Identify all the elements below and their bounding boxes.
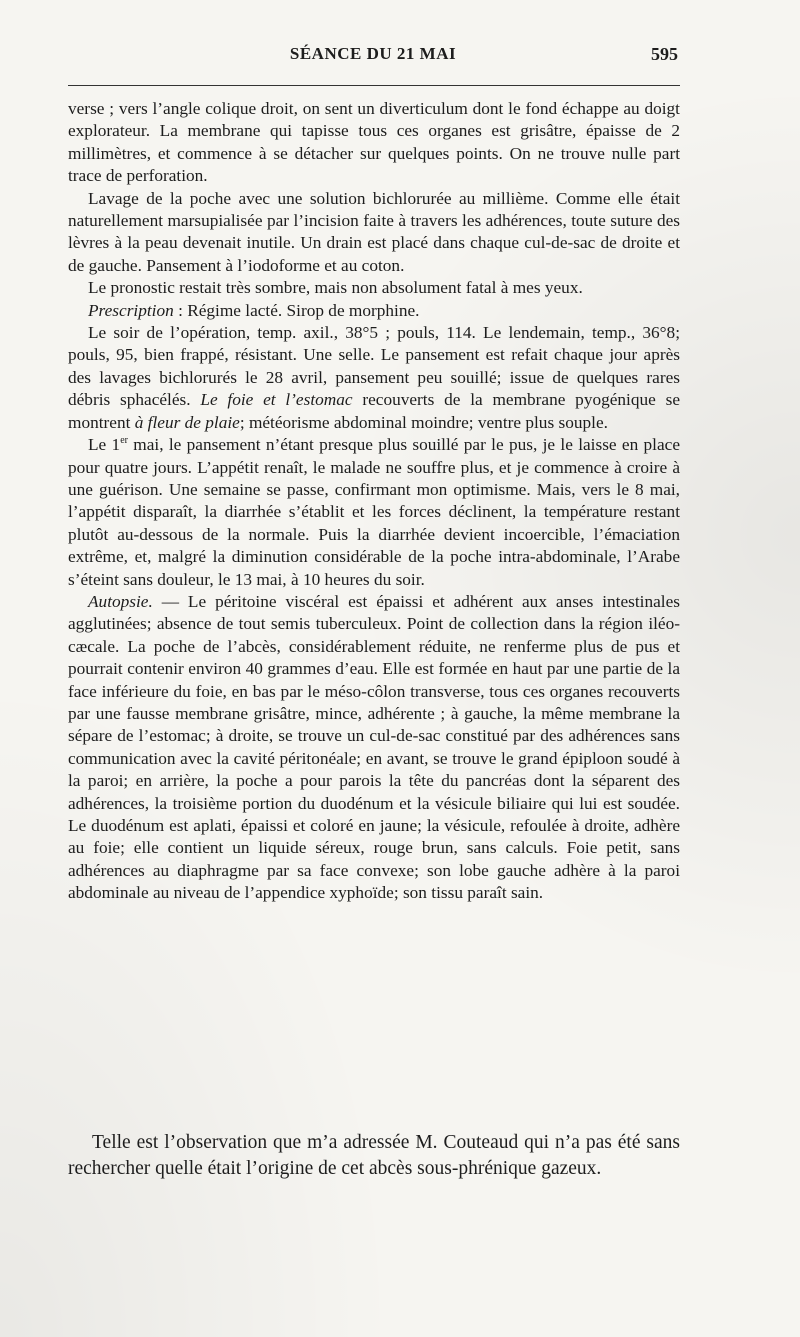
body-paragraph <box>68 300 680 322</box>
paragraph-text: ; météorisme abdominal moindre; ventre plus souple. <box>239 412 608 432</box>
header-rule <box>68 85 680 86</box>
page-header <box>68 44 678 74</box>
paragraph-text: recouverts de la membrane pyogénique se montrent <box>68 390 680 432</box>
paragraph-text: Le pronostic restait très sombre, mais non absolument fatal à mes yeux. <box>88 278 583 298</box>
italic-text: Autopsie. <box>88 591 153 611</box>
italic-text: à fleur de plaie <box>134 412 240 432</box>
body-paragraph <box>68 591 680 905</box>
superscript-text: er <box>120 435 128 447</box>
paragraph-text: : Régime lacté. Sirop de morphine. <box>173 300 420 320</box>
paragraph-text: — Le péritoine viscéral est épaissi et adhérent aux anses intestinales agglutinées; absence de tout semis tuberculeux. Point de collection dans la région iléo-cæcale. La poche de l’abcès, considérablement réduite, ne renferme plus de pus et pourrait contenir environ 40 grammes d’eau. Elle est formée en haut par une partie de la face inférieure du foie, en bas par le méso-côlon transverse, tous ces organes recouverts par une fausse membrane grisâtre, mince, adhérente ; à gauche, la même membrane la sépare de l’estomac; à droite, se trouve un cul-de-sac constitué par des adhérences sans communication avec la cavité péritonéale; en avant, se trouve le grand épiploon soudé à la paroi; en arrière, la poche a pour parois la tête du pancréas dont la séparent des adhérences, la troisième portion du duodénum et la vésicule biliaire qui lui est soudée. Le duodénum est aplati, épaissi et coloré en jaune; la vésicule, refoulée à droite, adhère au foie; elle contient un liquide séreux, rouge brun, sans calculs. Foie petit, sans adhérences au diaphragme par sa face convexe; son lobe gauche adhère à la paroi abdominale au niveau de l’appendice xyphoïde; son tissu paraît sain. <box>68 591 680 903</box>
page-number: 595 <box>651 44 678 64</box>
closing-paragraph: Telle est l’observation que m’a adressée M. Couteaud qui n’a pas été sans rechercher quelle était l’origine de cet abcès sous-phrénique gazeux. <box>68 1132 680 1179</box>
italic-text: Prescription <box>88 300 174 320</box>
paragraph-text: verse ; vers l’angle colique droit, on sent un diverticulum dont le fond échappe au doigt explorateur. La membrane qui tapisse tous ces organes est grisâtre, épaisse de 2 millimètres, et commence à se détacher sur quelques points. On ne trouve nulle part trace de perforation. <box>68 99 680 186</box>
body-paragraph <box>68 98 680 188</box>
paragraph-text: Le 1 <box>88 435 121 455</box>
paragraph-text: mai, le pansement n’étant presque plus souillé par le pus, je le laisse en place pour quatre jours. L’appétit renaît, le malade ne souffre plus, et je commence à croire à une guérison. Une semaine se passe, confirmant mon optimisme. Mais, vers le 8 mai, l’appétit disparaît, la diarrhée s’établit et les forces déclinent, la température restant plutôt au-dessous de la normale. Puis la diarrhée devient incoercible, l’émaciation extrême, et, malgré la diminution considérable de la poche intra-abdominale, l’Arabe s’éteint sans douleur, le 13 mai, à 10 heures du soir. <box>68 435 680 589</box>
body-paragraph <box>68 322 680 434</box>
body-paragraph <box>68 277 680 299</box>
body-paragraph <box>68 434 680 591</box>
paragraph-text: Le soir de l’opération, temp. axil., 38°5 ; pouls, 114. Le lendemain, temp., 36°8; pouls, 95, bien frappé, résistant. Une selle. Le pansement est refait chaque jour après des lavages bichlorurés le 28 avril, pansement peu souillé; issue de quelques rares débris sphacélés. <box>68 323 680 410</box>
body-text <box>68 98 680 905</box>
paragraph-text: Lavage de la poche avec une solution bichlorurée au millième. Comme elle était naturellement marsupialisée par l’incision faite à travers les adhérences, toute suture des lèvres à la peau devenait inutile. Un drain est placé dans chaque cul-de-sac de droite et de gauche. Pansement à l’iodoforme et au coton. <box>68 188 680 275</box>
closing-text <box>68 1130 680 1182</box>
running-head: SÉANCE DU 21 MAI <box>289 44 457 63</box>
body-paragraph <box>68 188 680 278</box>
italic-text: Le foie et l’estomac <box>200 390 353 410</box>
